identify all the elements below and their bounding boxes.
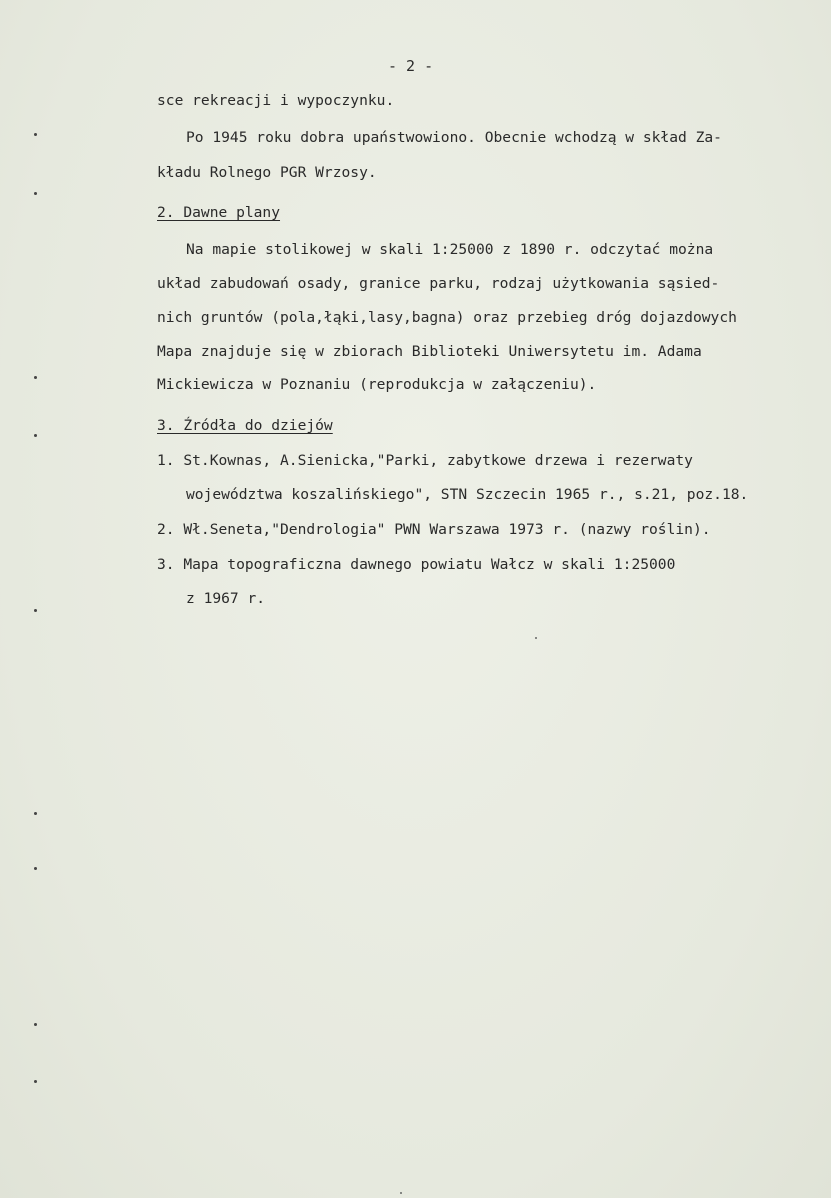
margin-dot <box>34 812 37 815</box>
margin-dot <box>34 192 37 195</box>
list-item: 2. Wł.Seneta,"Dendrologia" PWN Warszawa 1973 r. (nazwy roślin). <box>157 521 711 538</box>
margin-dot <box>34 1080 37 1083</box>
paragraph-line: sce rekreacji i wypoczynku. <box>157 92 395 109</box>
paragraph-line: Po 1945 roku dobra upaństwowiono. Obecnie wchodzą w skład Za- <box>186 129 722 146</box>
paper-speck <box>535 637 537 639</box>
paragraph-line: Mapa znajduje się w zbiorach Biblioteki Uniwersytetu im. Adama <box>157 343 702 360</box>
section-heading-dawne-plany: 2. Dawne plany <box>157 204 281 221</box>
list-item-continuation: województwa koszalińskiego", STN Szczecin 1965 r., s.21, poz.18. <box>186 486 749 503</box>
paragraph-line: układ zabudowań osady, granice parku, rodzaj użytkowania sąsied- <box>157 275 720 292</box>
paper-speck <box>400 1192 402 1194</box>
page-number: - 2 - <box>388 57 434 75</box>
margin-dot <box>34 434 37 437</box>
margin-dot <box>34 609 37 612</box>
margin-dot <box>34 867 37 870</box>
margin-dot <box>34 1023 37 1026</box>
list-item: 3. Mapa topograficzna dawnego powiatu Wałcz w skali 1:25000 <box>157 556 676 573</box>
section-heading-zrodla: 3. Źródła do dziejów <box>157 417 333 434</box>
paragraph-line: nich gruntów (pola,łąki,lasy,bagna) oraz przebieg dróg dojazdowych <box>157 309 737 326</box>
list-item: 1. St.Kownas, A.Sienicka,"Parki, zabytkowe drzewa i rezerwaty <box>157 452 693 469</box>
list-item-continuation: z 1967 r. <box>186 590 266 607</box>
paragraph-line: Mickiewicza w Poznaniu (reprodukcja w załączeniu). <box>157 376 597 393</box>
margin-dot <box>34 376 37 379</box>
paragraph-line: kładu Rolnego PGR Wrzosy. <box>157 164 377 181</box>
paragraph-line: Na mapie stolikowej w skali 1:25000 z 1890 r. odczytać można <box>186 241 714 258</box>
margin-dot <box>34 133 37 136</box>
